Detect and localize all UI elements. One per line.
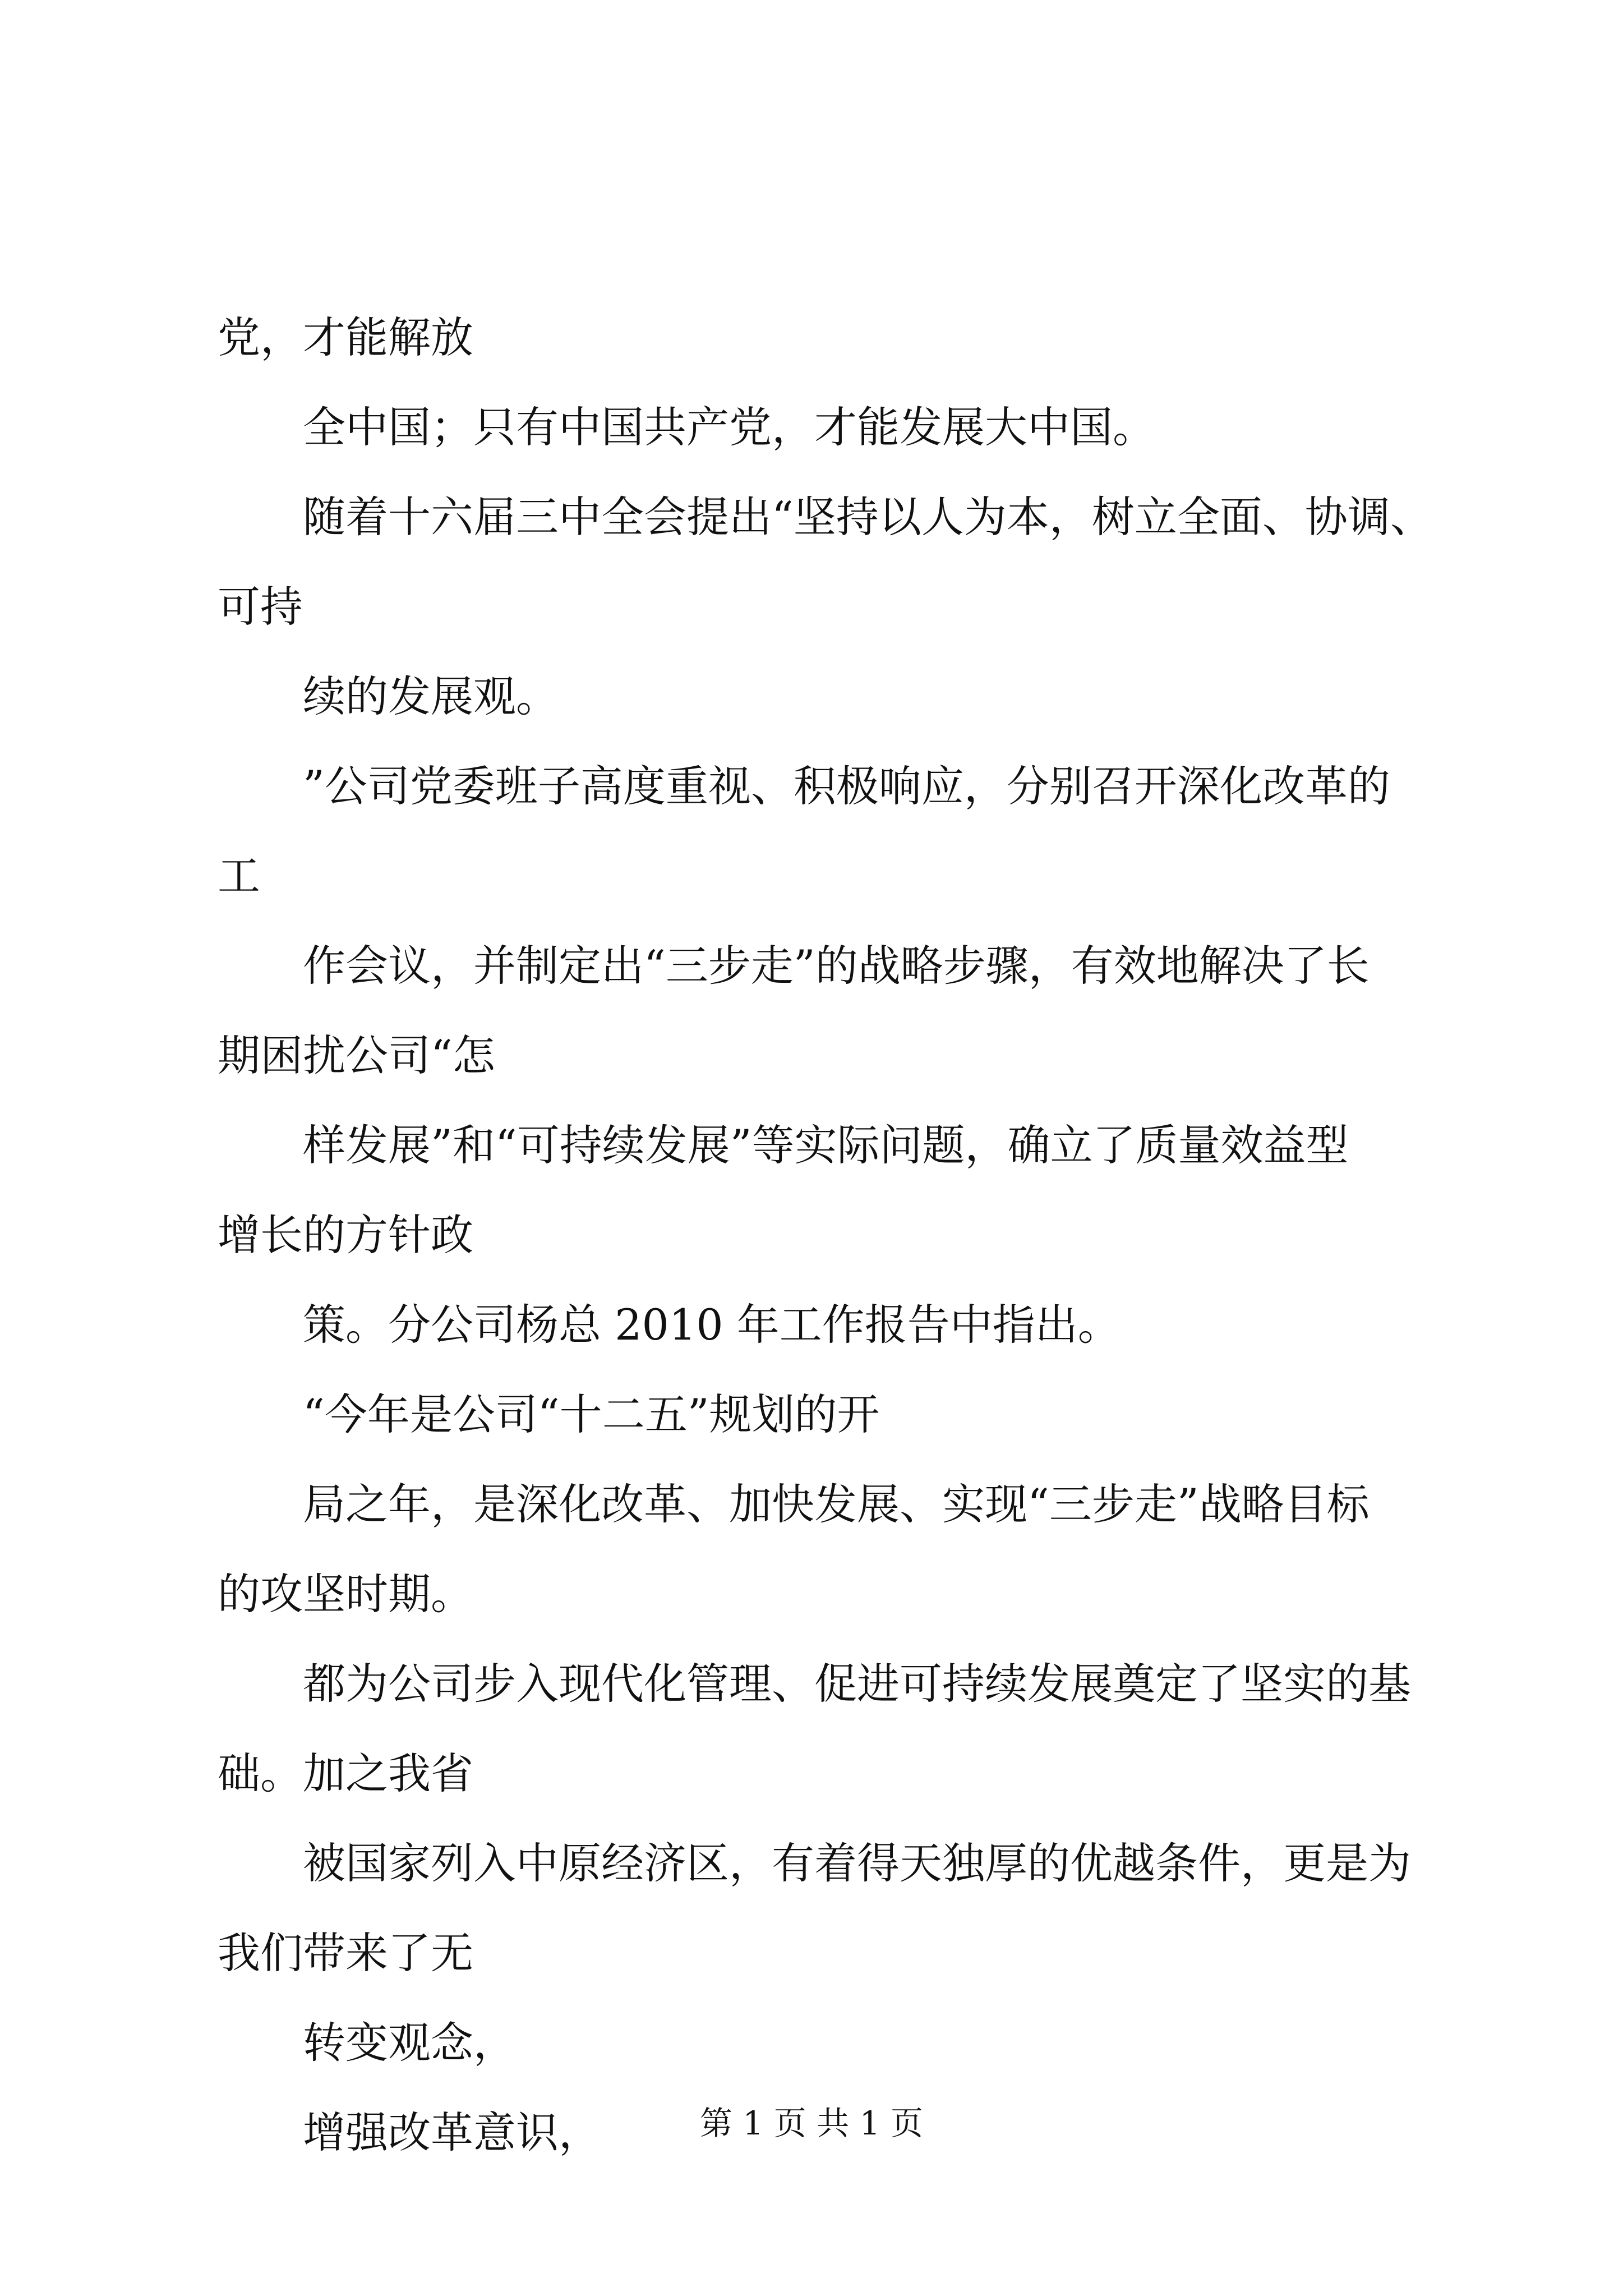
text-line-15: 的攻坚时期。 bbox=[218, 1569, 473, 1619]
text-line-4: 可持 bbox=[218, 582, 303, 632]
text-line-5: 续的发展观。 bbox=[303, 671, 559, 721]
text-line-19: 我们带来了无 bbox=[218, 1928, 473, 1978]
text-line-16: 都为公司步入现代化管理、促进可持续发展奠定了坚实的基 bbox=[303, 1659, 1411, 1709]
text-line-18: 被国家列入中原经济区，有着得天独厚的优越条件，更是为 bbox=[303, 1838, 1411, 1888]
text-line-12: 策。分公司杨总 2010 年工作报告中指出。 bbox=[303, 1300, 1121, 1350]
text-line-1: 党，才能解放 bbox=[218, 312, 473, 362]
text-line-2: 全中国；只有中国共产党，才能发展大中国。 bbox=[303, 402, 1155, 452]
text-line-20: 转变观念， bbox=[303, 2018, 516, 2068]
text-line-7: 工 bbox=[218, 851, 260, 901]
text-line-11: 增长的方针政 bbox=[218, 1210, 473, 1260]
text-line-3: 随着十六届三中全会提出“坚持以人为本，树立全面、协调、 bbox=[303, 492, 1433, 542]
document-body bbox=[218, 293, 1433, 2178]
text-line-17: 础。加之我省 bbox=[218, 1749, 473, 1798]
page-number-label: 第 1 页 共 1 页 bbox=[700, 2104, 923, 2142]
text-line-9: 期困扰公司“怎 bbox=[218, 1030, 495, 1080]
text-line-13: “今年是公司“十二五”规划的开 bbox=[303, 1389, 880, 1439]
text-line-21: 增强改革意识， bbox=[303, 2108, 601, 2157]
page-footer bbox=[0, 2101, 1623, 2146]
text-line-8: 作会议，并制定出“三步走”的战略步骤，有效地解决了长 bbox=[303, 941, 1370, 991]
text-line-10: 样发展”和“可持续发展”等实际问题，确立了质量效益型 bbox=[303, 1120, 1349, 1170]
text-line-6: ”公司党委班子高度重视、积极响应，分别召开深化改革的 bbox=[303, 761, 1390, 811]
text-line-14: 局之年，是深化改革、加快发展、实现“三步走”战略目标 bbox=[303, 1479, 1370, 1529]
